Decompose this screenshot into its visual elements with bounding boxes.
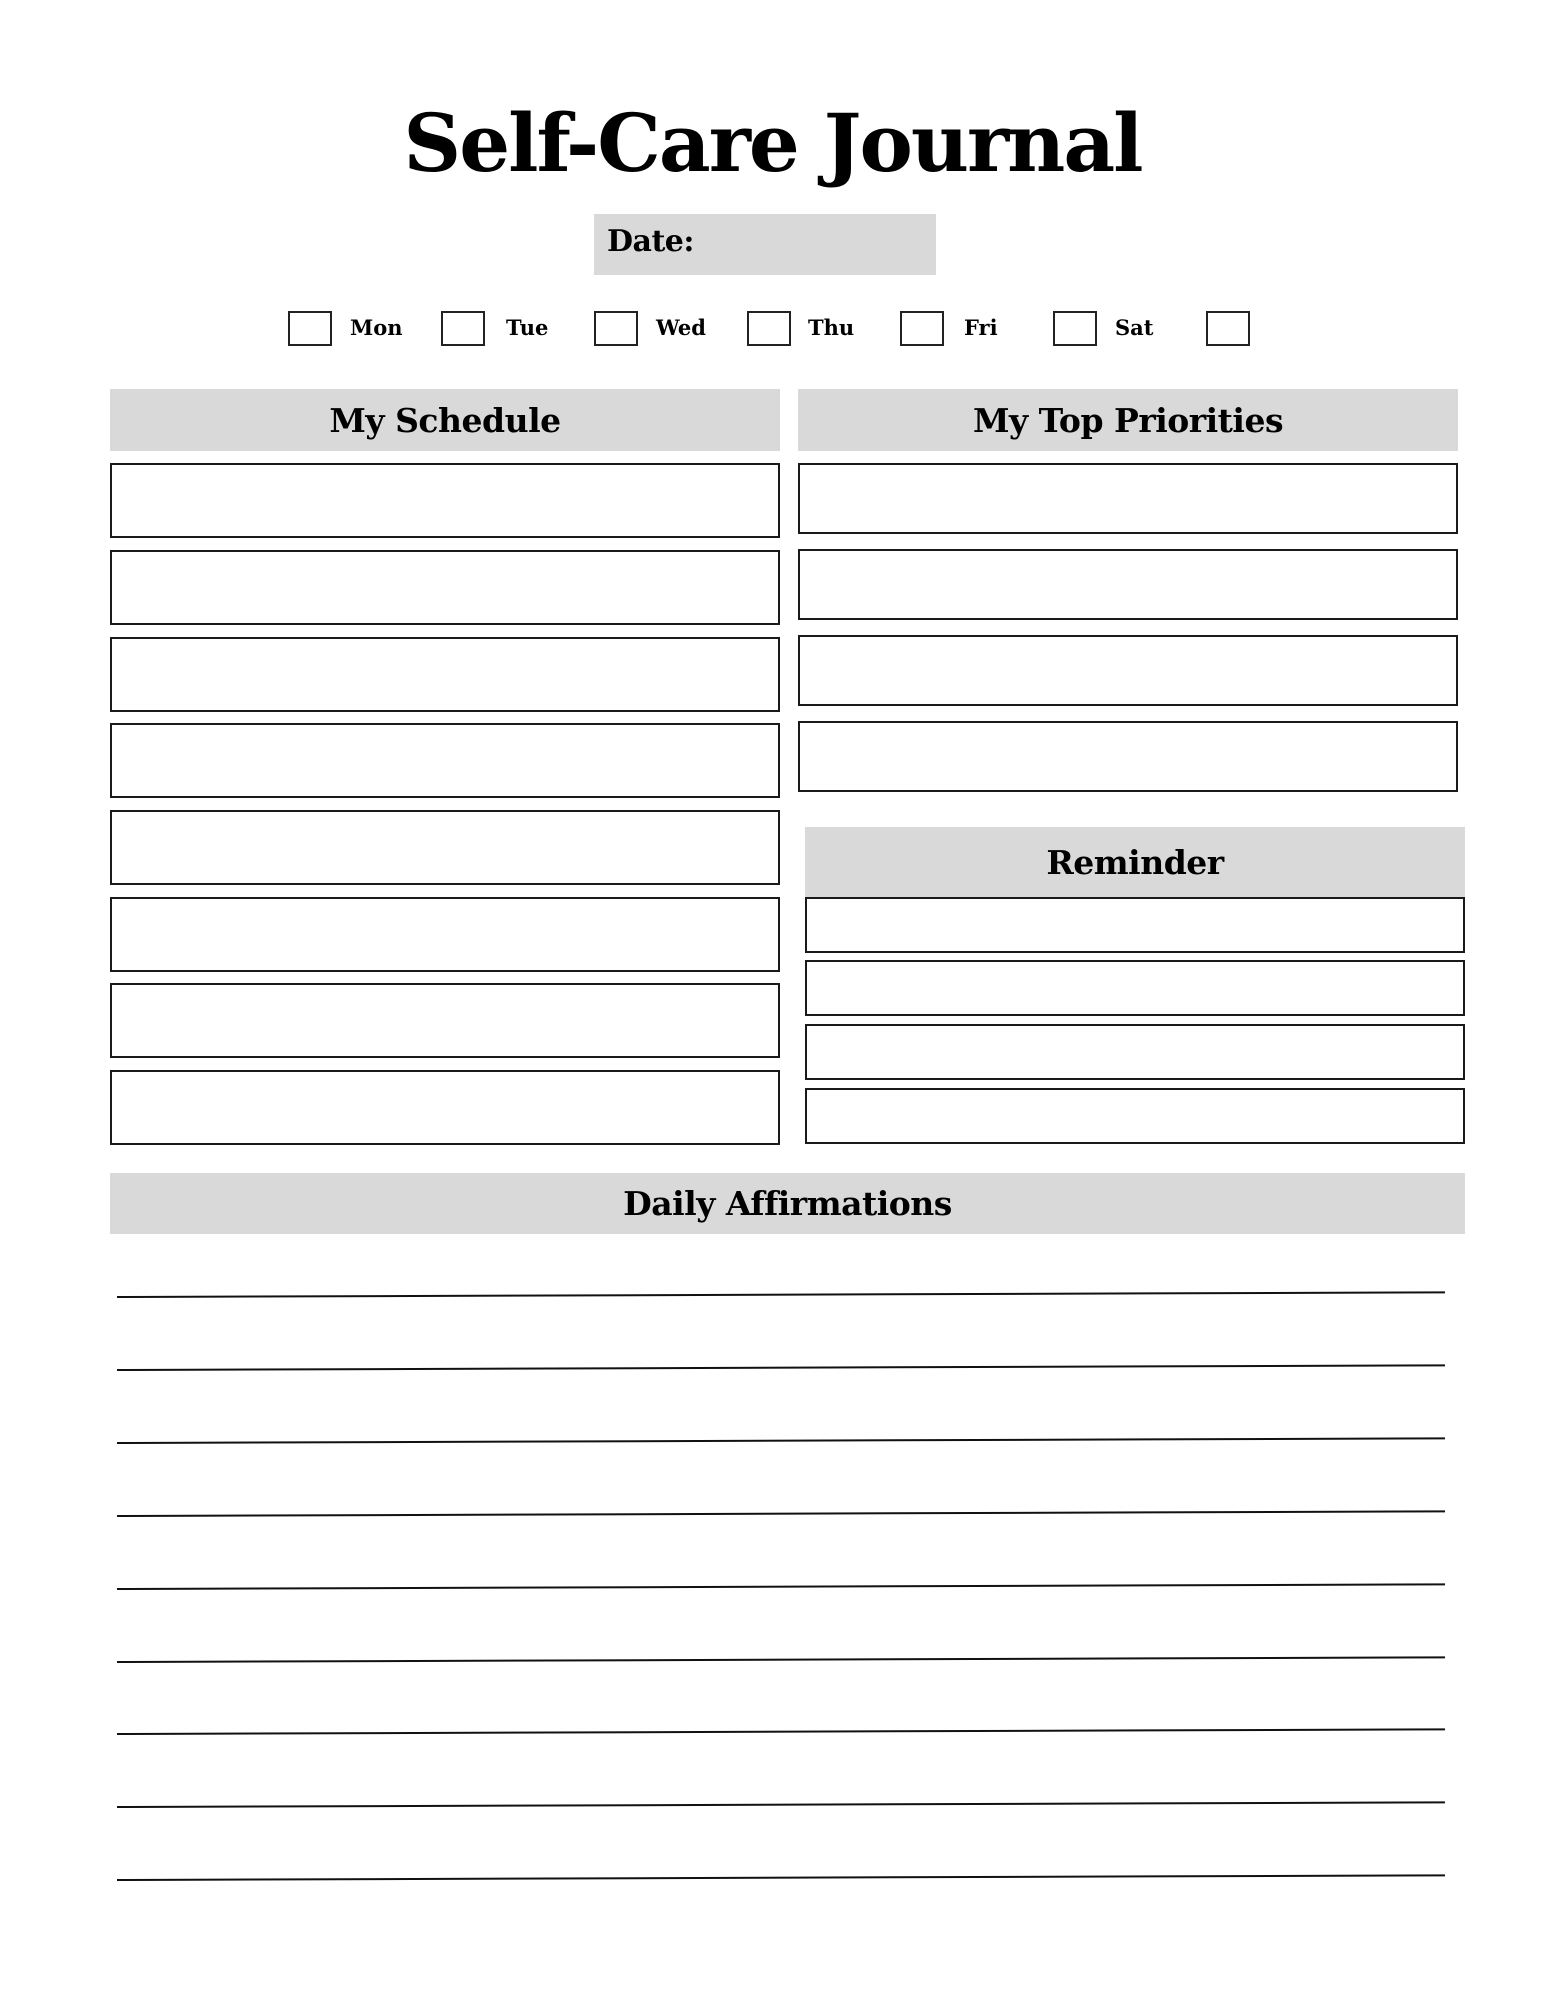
checkbox-tue[interactable] bbox=[441, 311, 485, 346]
weekday-label-tue: Tue bbox=[506, 315, 549, 340]
affirmation-line-3[interactable] bbox=[117, 1437, 1445, 1444]
schedule-row-1[interactable] bbox=[110, 463, 780, 538]
reminder-header: Reminder bbox=[805, 827, 1465, 897]
schedule-row-4[interactable] bbox=[110, 723, 780, 798]
schedule-row-5[interactable] bbox=[110, 810, 780, 885]
affirmation-line-6[interactable] bbox=[117, 1656, 1445, 1663]
weekday-label-sat: Sat bbox=[1115, 315, 1154, 340]
weekday-label-mon: Mon bbox=[350, 315, 403, 340]
priority-row-1[interactable] bbox=[798, 463, 1458, 534]
weekday-label-thu: Thu bbox=[808, 315, 855, 340]
affirmation-line-2[interactable] bbox=[117, 1364, 1445, 1371]
affirmation-line-4[interactable] bbox=[117, 1510, 1445, 1517]
priority-row-2[interactable] bbox=[798, 549, 1458, 620]
affirmation-line-9[interactable] bbox=[117, 1874, 1445, 1881]
schedule-row-2[interactable] bbox=[110, 550, 780, 625]
reminder-row-4[interactable] bbox=[805, 1088, 1465, 1144]
priority-row-4[interactable] bbox=[798, 721, 1458, 792]
schedule-row-8[interactable] bbox=[110, 1070, 780, 1145]
checkbox-mon[interactable] bbox=[288, 311, 332, 346]
affirmation-line-8[interactable] bbox=[117, 1801, 1445, 1808]
checkbox-fri[interactable] bbox=[900, 311, 944, 346]
checkbox-wed[interactable] bbox=[594, 311, 638, 346]
schedule-row-6[interactable] bbox=[110, 897, 780, 972]
weekday-label-fri: Fri bbox=[964, 315, 998, 340]
schedule-row-3[interactable] bbox=[110, 637, 780, 712]
reminder-row-1[interactable] bbox=[805, 897, 1465, 953]
affirmations-header: Daily Affirmations bbox=[110, 1173, 1465, 1234]
schedule-header: My Schedule bbox=[110, 389, 780, 451]
page-title: Self-Care Journal bbox=[403, 96, 1142, 190]
affirmation-line-1[interactable] bbox=[117, 1291, 1445, 1298]
weekday-label-wed: Wed bbox=[656, 315, 706, 340]
checkbox-thu[interactable] bbox=[747, 311, 791, 346]
priority-row-3[interactable] bbox=[798, 635, 1458, 706]
schedule-row-7[interactable] bbox=[110, 983, 780, 1058]
priorities-header: My Top Priorities bbox=[798, 389, 1458, 451]
checkbox-sun[interactable] bbox=[1206, 311, 1250, 346]
date-label: Date: bbox=[607, 224, 694, 259]
date-field[interactable] bbox=[594, 214, 936, 275]
checkbox-sat[interactable] bbox=[1053, 311, 1097, 346]
affirmation-line-5[interactable] bbox=[117, 1583, 1445, 1590]
affirmation-line-7[interactable] bbox=[117, 1728, 1445, 1735]
reminder-row-2[interactable] bbox=[805, 960, 1465, 1016]
reminder-row-3[interactable] bbox=[805, 1024, 1465, 1080]
